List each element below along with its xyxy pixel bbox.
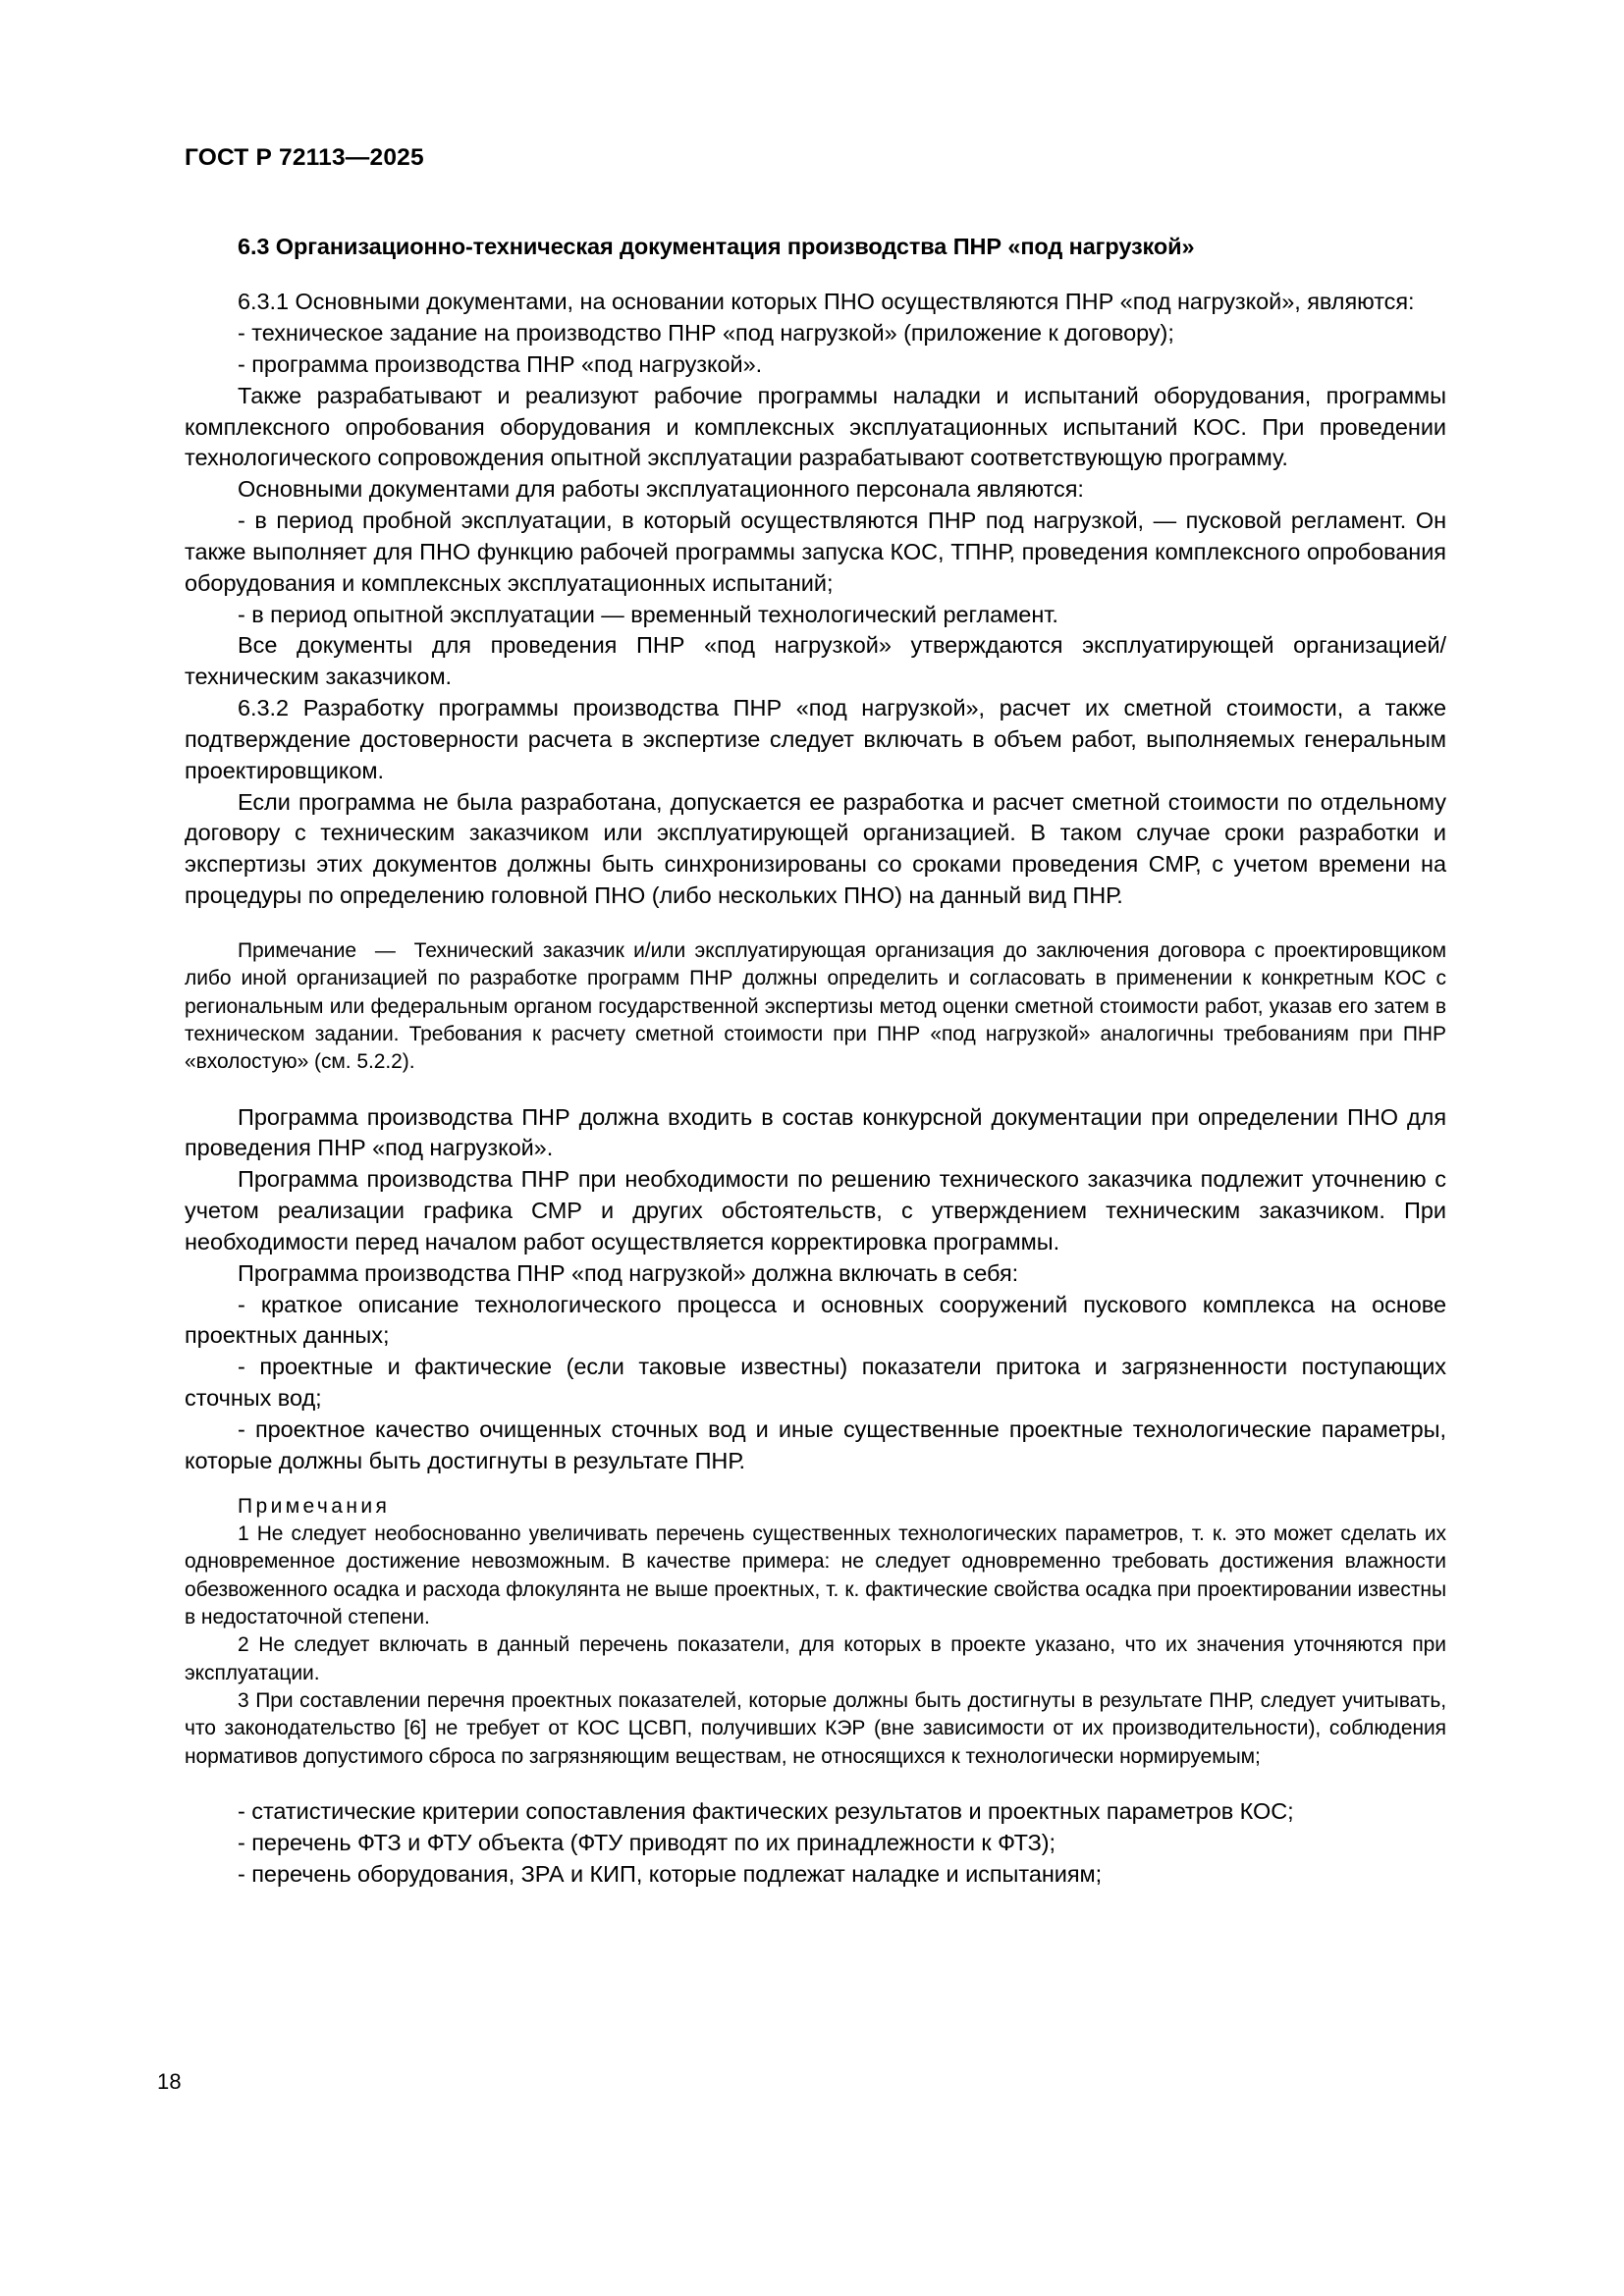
paragraph-6-3-1-intro: 6.3.1 Основными документами, на основании которых ПНО осуществляются ПНР «под нагрузкой», являются:: [238, 289, 1415, 315]
spacer-before-notes-block: [185, 1477, 1446, 1493]
spacer-after-notes-block: [185, 1771, 1446, 1796]
paragraph-program-not-developed: Если программа не была разработана, допускается ее разработка и расчет сметной стоимости по отдельному договору с техническим заказчиком или эксплуатирующей организацией. В таком случае сроки разработки и экспертизы этих документов должны быть синхронизированы со сроками проведения СМР, с учетом времени на процедуры по определению головной ПНО (либо нескольких ПНО) на данный вид ПНР.: [185, 788, 1446, 909]
document-header-standard-id: ГОСТ Р 72113—2025: [185, 144, 424, 171]
notes-block-label: Примечания: [238, 1494, 391, 1518]
list-item-program-production: - программа производства ПНР «под нагрузкой».: [238, 350, 763, 377]
list-item-pilot-operation-period: - в период опытной эксплуатации — временный технологический регламент.: [238, 601, 1058, 627]
paragraph-operational-personnel-docs: Основными документами для работы эксплуатационного персонала являются:: [238, 476, 1084, 503]
note-separator: —: [356, 938, 414, 962]
list-item-ftz-ftu-list: - перечень ФТЗ и ФТУ объекта (ФТУ приводят по их принадлежности к ФТЗ);: [238, 1829, 1056, 1855]
note-item-2: 2 Не следует включать в данный перечень показатели, для которых в проекте указано, что их значения уточняются при эксплуатации.: [185, 1633, 1446, 1684]
note-item-3: 3 При составлении перечня проектных показателей, которые должны быть достигнуты в результате ПНР, следует учитывать, что законодательство [6] не требует от КОС ЦСВП, получивших КЭР (вне зависимости от их производительности), соблюдения нормативов допустимого сброса по загрязняющим веществам, не относящихся к технологически нормируемым;: [185, 1688, 1446, 1768]
note-single-primechanie: [185, 937, 1446, 1077]
spacer-before-note: [185, 912, 1446, 937]
note-label: Примечание: [238, 938, 357, 962]
paragraph-working-programs: Также разрабатывают и реализуют рабочие программы наладки и испытаний оборудования, программы комплексного опробования оборудования и комплексных эксплуатационных испытаний КОС. При проведении технологического сопровождения опытной эксплуатации разрабатывают соответствующую программу.: [185, 382, 1446, 471]
list-item-equipment-list: - перечень оборудования, ЗРА и КИП, которые подлежат наладке и испытаниям;: [238, 1860, 1103, 1887]
paragraph-program-refinement: Программа производства ПНР при необходимости по решению технического заказчика подлежит уточнению с учетом реализации графика СМР и других обстоятельств, с утверждением техническим заказчиком. При необходимости перед началом работ осуществляется корректировка программы.: [185, 1166, 1446, 1255]
paragraph-tender-documentation: Программа производства ПНР должна входить в состав конкурсной документации при определении ПНО для проведения ПНР «под нагрузкой».: [185, 1103, 1446, 1161]
spacer-after-note: [185, 1077, 1446, 1102]
paragraph-documents-approval: Все документы для проведения ПНР «под нагрузкой» утверждаются эксплуатирующей организацией/техническим заказчиком.: [185, 632, 1446, 690]
note-body-text: Технический заказчик и/или эксплуатирующая организация до заключения договора с проектировщиком либо иной организацией по разработке программ ПНР должны определить и согласовать в применении к конкретным КОС с региональным или федеральным органом государственной экспертизы метод оценки сметной стоимости работ, указав его затем в техническом задании. Требования к расчету сметной стоимости при ПНР «под нагрузкой» аналогичны требованиям при ПНР «вхолостую» (см. 5.2.2).: [185, 938, 1446, 1074]
page-content: [185, 145, 1446, 1890]
paragraph-6-3-2-development: 6.3.2 Разработку программы производства ПНР «под нагрузкой», расчет их сметной стоимости, а также подтверждение достоверности расчета в экспертизе следует включать в объем работ, выполняемых генеральным проектировщиком.: [185, 695, 1446, 783]
list-item-inflow-indicators: - проектные и фактические (если таковые известны) показатели притока и загрязненности поступающих сточных вод;: [185, 1354, 1446, 1412]
list-item-statistical-criteria: - статистические критерии сопоставления фактических результатов и проектных параметров КОС;: [238, 1797, 1294, 1824]
paragraph-program-contents-intro: Программа производства ПНР «под нагрузкой» должна включать в себя:: [238, 1259, 1019, 1286]
page-number: 18: [157, 2069, 182, 2094]
list-item-tech-assignment: - техническое задание на производство ПНР «под нагрузкой» (приложение к договору);: [238, 320, 1174, 347]
list-item-trial-operation-period: - в период пробной эксплуатации, в который осуществляются ПНР под нагрузкой, — пусковой регламент. Он также выполняет для ПНО функцию рабочей программы запуска КОС, ТПНР, проведения комплексного опробования оборудования и комплексных эксплуатационных испытаний;: [185, 507, 1446, 596]
note-item-1: 1 Не следует необоснованно увеличивать перечень существенных технологических параметров, т. к. это может сделать их одновременное достижение невозможным. В качестве примера: не следует одновременно требовать достижения влажности обезвоженного осадка и расхода флокулянта не выше проектных, т. к. фактические свойства осадка при проектировании известны в недостаточной степени.: [185, 1522, 1446, 1629]
section-heading-6-3: 6.3 Организационно-техническая документация производства ПНР «под нагрузкой»: [238, 233, 1195, 259]
list-item-process-description: - краткое описание технологического процесса и основных сооружений пускового комплекса на основе проектных данных;: [185, 1291, 1446, 1349]
list-item-effluent-quality: - проектное качество очищенных сточных вод и иные существенные проектные технологические параметры, которые должны быть достигнуты в результате ПНР.: [185, 1415, 1446, 1473]
